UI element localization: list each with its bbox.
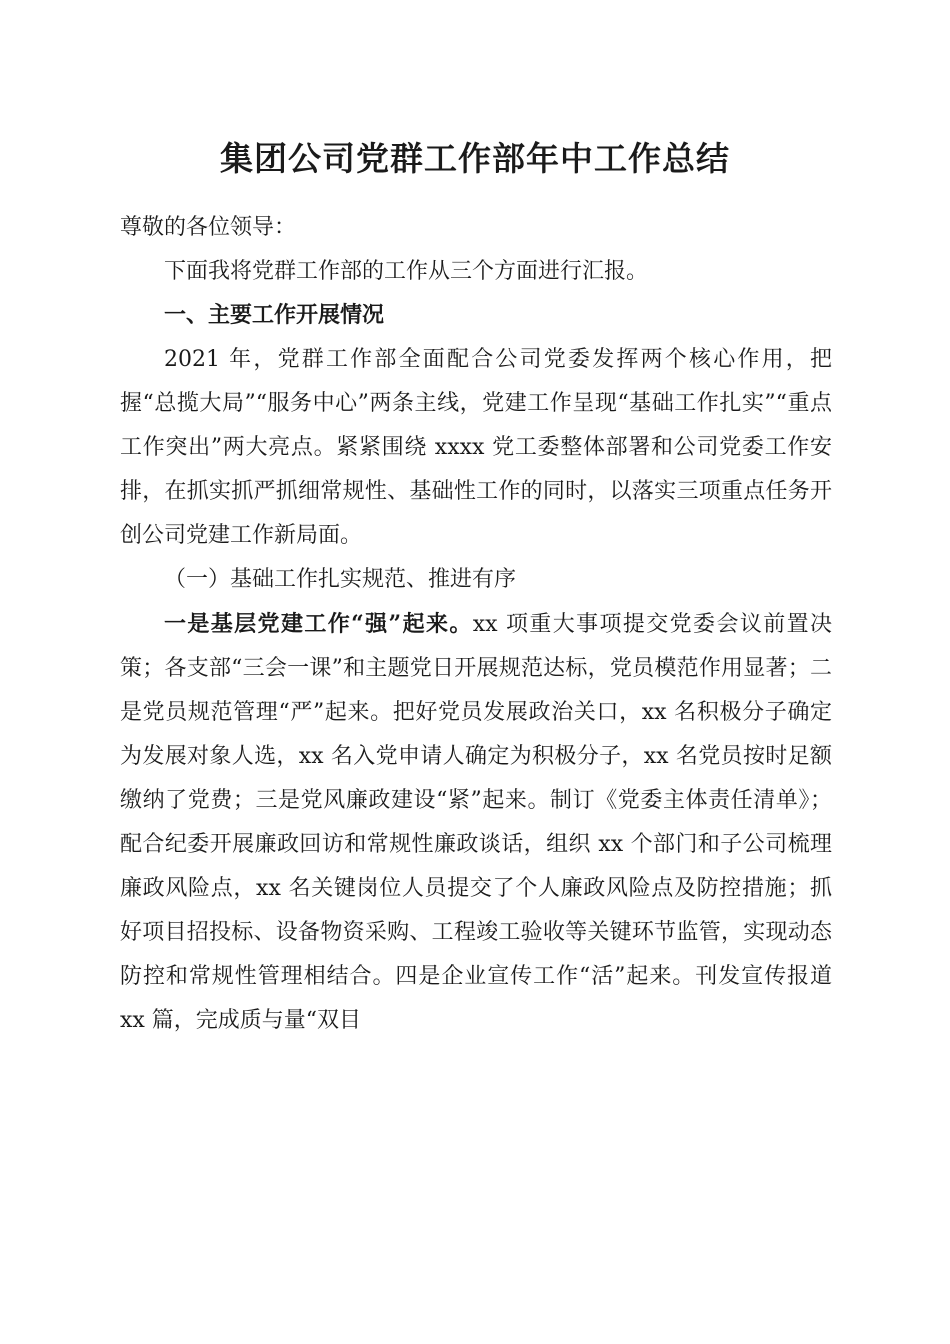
point-1-paragraph — [120, 602, 832, 1043]
intro-paragraph: 下面我将党群工作部的工作从三个方面进行汇报。 — [164, 259, 649, 284]
document-body — [120, 206, 832, 1043]
section-1-paragraph: 2021 年，党群工作部全面配合公司党委发挥两个核心作用，把握“总揽大局”“服务中心”两条主线，党建工作呈现“基础工作扎实”“重点工作突出”两大亮点。紧紧围绕 xxxx 党工委整体部署和公司党委工作安排，在抓实抓严抓细常规性、基础性工作的同时，以落实三项重点任务开创公司党建工作新局面。 — [120, 347, 832, 548]
document-title: 集团公司党群工作部年中工作总结 — [220, 139, 730, 178]
section-heading-1: 一、主要工作开展情况 — [164, 303, 385, 328]
salutation: 尊敬的各位领导： — [120, 215, 297, 240]
point-1-text: xx 项重大事项提交党委会议前置决策；各支部“三会一课”和主题党日开展规范达标，党员模范作用显著；二是党员规范管理“严”起来。把好党员发展政治关口，xx 名积极分子确定为发展对象人选，xx 名入党申请人确定为积极分子，xx 名党员按时足额缴纳了党费；三是党风廉政建设“紧”起来。制订《党委主体责任清单》；配合纪委开展廉政回访和常规性廉政谈话，组织 xx 个部门和子公司梳理廉政风险点，xx 名关键岗位人员提交了个人廉政风险点及防控措施；抓好项目招投标、设备物资采购、工程竣工验收等关键环节监管，实现动态防控和常规性管理相结合。四是企业宣传工作“活”起来。刊发宣传报道 xx 篇，完成质与量“双目 — [120, 612, 832, 1033]
point-1-lead: 一是基层党建工作“强”起来。 — [164, 611, 473, 637]
subsection-heading-1: （一）基础工作扎实规范、推进有序 — [164, 567, 517, 592]
